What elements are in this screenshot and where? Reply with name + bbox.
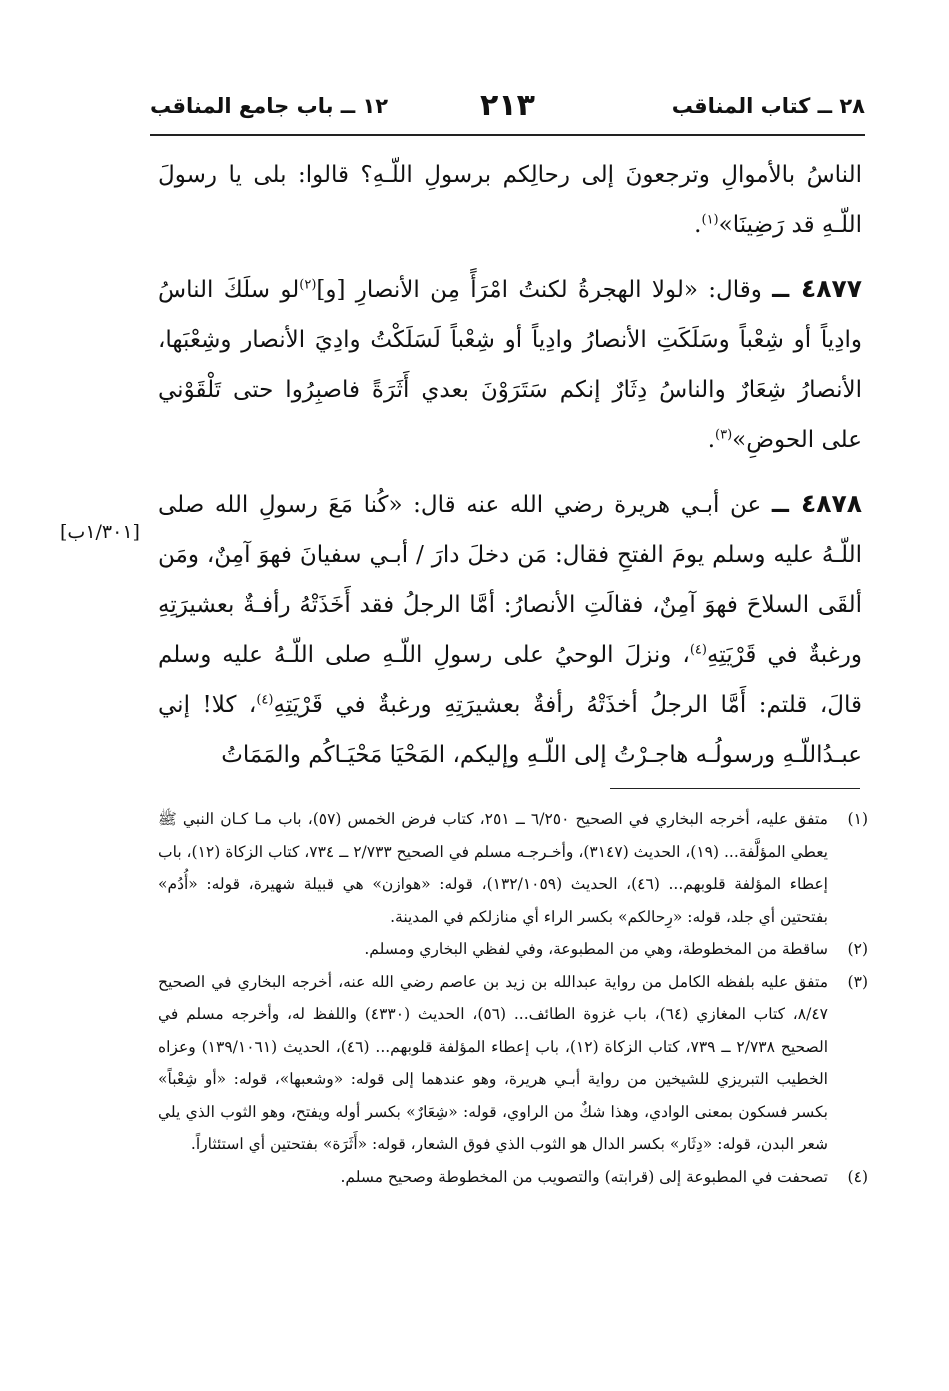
hadith-4878 (158, 479, 862, 780)
footnote-divider (610, 788, 860, 789)
paragraph-continuation (158, 150, 862, 250)
footnote-3 (158, 966, 868, 1161)
page-header (150, 88, 865, 128)
punctuation: . (694, 212, 702, 238)
hadith-text: ، كلا! إني عبـدُاللّـهِ ورسولُـه هاجـرْتُ إلى اللّـهِ وإليكم، المَحْيَا مَحْيَـاكُم والمَمَاتُ (158, 692, 862, 768)
footnote-2 (158, 933, 868, 966)
hadith-text: عن أبـي هريرة رضي الله عنه قال: «كُنا مَعَ رسولِ الله صلى اللّـهُ عليه وسلم يومَ الفتحِ فقال: مَن دخلَ دارَ / أبـي سفيانَ فهوَ آمِنٌ، ومَن ألقَى السلاحَ فهوَ آمِنٌ، فقالَتِ الأنصارُ: أمَّا الرجلُ فقد أَخَذَتْهُ رأفـةٌ بعشيرَتِهِ ورغبةٌ في قَرْيَتِهِ (158, 492, 862, 668)
hadith-number: ٤٨٧٨ ــ (771, 489, 862, 518)
hadith-text: ، ونزلَ الوحيُ على رسولِ اللّـهِ صلى اللّـهُ عليه وسلم قالَ، قلتم: أَمَّا الرجلُ أخذَتْهُ رأفةٌ بعشيرَتِهِ ورغبةٌ في قَرْيَتِهِ (158, 642, 862, 718)
header-divider (150, 134, 865, 136)
footnote-text: متفق عليه، أخرجه البخاري في الصحيح ٦/٢٥٠ ــ ٢٥١، كتاب فرض الخمس (٥٧)، باب مـا كـان النبي ﷺ يعطي المؤلَّفة... (١٩)، الحديث (٣١٤٧)، وأخـرجـه مسلم في الصحيح ٢/٧٣٣ ــ ٧٣٤، كتاب الزكاة (١٢)، باب إعطاء المؤلفة قلوبهم... (٤٦)، الحديث (١٣٢/١٠٥٩)، قوله: «هوازن» هي قبيلة شهيرة، قوله: «أُدُم» بفتحتين أي جلد، قوله: «رِحالكم» بكسر الراء أي منازلكم في المدينة. (158, 810, 828, 926)
footnote-ref: (٤) (689, 642, 707, 658)
hadith-number: ٤٨٧٧ ــ (772, 274, 862, 303)
footnote-text: ساقطة من المخطوطة، وهي من المطبوعة، وفي لفظي البخاري ومسلم. (364, 940, 828, 958)
header-book-title: ٢٨ ــ كتاب المناقب (671, 94, 865, 118)
hadith-text: لو سلَكَ الناسُ وادِياً أو شِعْباً وسَلَكَتِ الأنصارُ وادِياً أو شِعْباً لَسَلَكْتُ وادِيَ الأنصار وشِعْبَها، الأنصارُ شِعَارٌ والناسُ دِثَارٌ إنكم سَتَرَوْنَ بعدي أَثَرَةً فاصبِرُوا حتى تَلْقَوْني على الحوضِ» (158, 277, 862, 453)
footnote-ref: (١) (701, 212, 719, 228)
footnote-number: (٣) (847, 972, 868, 991)
header-chapter-title: ١٢ ــ باب جامع المناقب (150, 94, 389, 118)
paragraph-text: الناسُ بالأموالِ وترجعونَ إلى رحالِكم برسولِ اللّـهِ؟ قالوا: بلى يا رسولَ اللّـهِ قد رَضِينَا» (158, 162, 862, 238)
main-text (158, 150, 862, 780)
footnote-ref: (٤) (256, 692, 274, 708)
footnote-number: (٢) (847, 940, 868, 958)
manuscript-folio-reference: [١/٣٠١ب] (60, 521, 140, 543)
hadith-text: وقال: «لولا الهجرةُ لكنتُ امْرَأً مِن الأنصارِ [و] (316, 277, 773, 303)
footnote-text: تصحفت في المطبوعة إلى (قرابته) والتصويب من المخطوطة وصحيح مسلم. (340, 1167, 828, 1186)
hadith-4877 (158, 264, 862, 465)
footnote-ref: (٢) (299, 277, 317, 293)
footnote-text: متفق عليه بلفظه الكامل من رواية عبدالله بن زيد بن عاصم رضي الله عنه، أخرجه البخاري في الصحيح ٨/٤٧، كتاب المغازي (٦٤)، باب غزوة الطائف... (٥٦)، الحديث (٤٣٣٠) واللفظ له، وأخرجه مسلم في الصحيح ٢/٧٣٨ ــ ٧٣٩، كتاب الزكاة (١٢)، باب إعطاء المؤلفة قلوبهم... (٤٦)، الحديث (١٣٩/١٠٦١) وعزاه الخطيب التبريزي للشيخين من رواية أبـي هريرة، وهو عندهما إلى قوله: «وشعبها»، قوله: «أو شِعْباً» بكسر فسكون بمعنى الوادي، وهذا شكٌ من الراوي، قوله: «شِعَارٌ» بكسر أوله ويفتح، وهو الثوب الذي يلي شعر البدن، قوله: «دِثَار» بكسر الدال هو الثوب الذي فوق الشعار، قوله: «أَثَرَة» بفتحتين أي استئثاراً. (158, 972, 828, 1153)
footnote-number: (١) (847, 810, 868, 828)
footnote-number: (٤) (847, 1167, 868, 1186)
footnote-4 (158, 1161, 868, 1194)
footnote-ref: (٣) (715, 427, 733, 443)
footnote-1 (158, 803, 868, 933)
page-number: ٢١٣ (480, 88, 535, 123)
footnotes (158, 803, 868, 1193)
punctuation: . (707, 427, 716, 453)
